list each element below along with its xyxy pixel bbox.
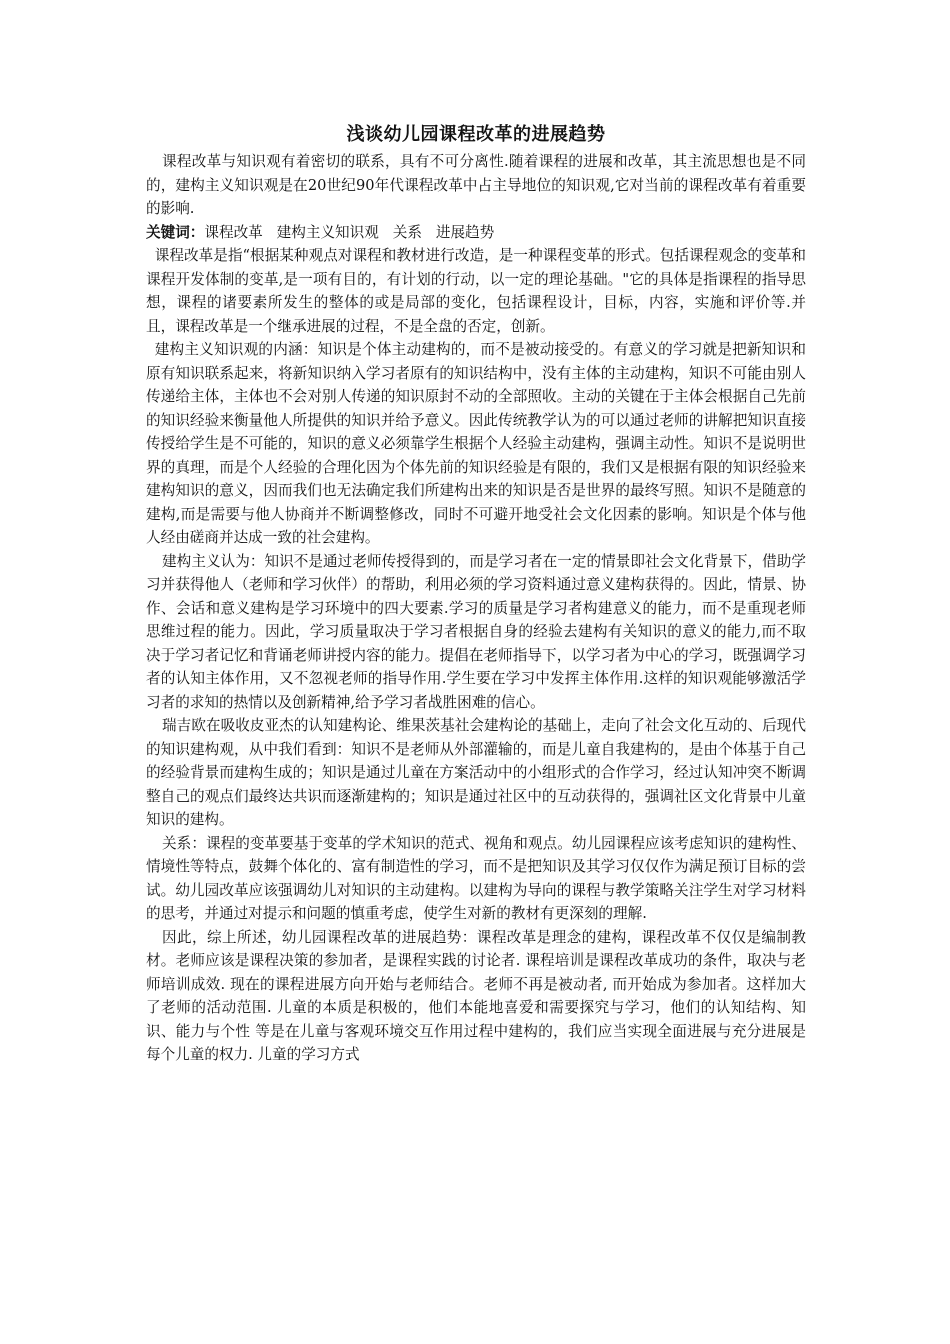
body-paragraph: 建构主义认为：知识不是通过老师传授得到的，而是学习者在一定的情景即社会文化背景下，借助学习并获得他人（老师和学习伙伴）的帮助，利用必须的学习资料通过意义建构获得的。因此，情景、协作、会话和意义建构是学习环境中的四大要素.学习的质量是学习者构建意义的能力，而不是重现老师思维过程的能力。因此，学习质量取决于学习者根据自身的经验去建构有关知识的意义的能力,而不取决于学习者记忆和背诵老师讲授内容的能力。提倡在老师指导下，以学习者为中心的学习，既强调学习者的认知主体作用，又不忽视老师的指导作用.学生要在学习中发挥主体作用.这样的知识观能够激活学习者的求知的热情以及创新精神,给予学习者战胜困难的信心。 xyxy=(146,552,806,711)
body-paragraph: 因此，综上所述，幼儿园课程改革的进展趋势：课程改革是理念的建构，课程改革不仅仅是编制教材。老师应该是课程决策的参加者，是课程实践的讨论者. 课程培训是课程改革成功的条件，取决与老师培训成效. 现在的课程进展方向开始与老师结合。老师不再是被动者, 而开始成为参加者。这样加大了老师的活动范围. 儿童的本质是积极的，他们本能地喜爱和需要探究与学习，他们的认知结构、知识、能力与个性 等是在儿童与客观环境交互作用过程中建构的，我们应当实现全面进展与充分进展是每个儿童的权力. 儿童的学习方式 xyxy=(146,928,806,1063)
body-paragraph: 关系：课程的变革要基于变革的学术知识的范式、视角和观点。幼儿园课程应该考虑知识的建构性、情境性等特点，鼓舞个体化的、富有制造性的学习，而不是把知识及其学习仅仅作为满足预订目标的尝试。幼儿园改革应该强调幼儿对知识的主动建构。以建构为导向的课程与教学策略关注学生对学习材料的思考，并通过对提示和问题的慎重考虑，使学生对新的教材有更深刻的理解. xyxy=(146,834,806,922)
body-paragraph: 瑞吉欧在吸收皮亚杰的认知建构论、维果茨基社会建构论的基础上，走向了社会文化互动的、后现代的知识建构观，从中我们看到：知识不是老师从外部灌输的，而是儿童自我建构的，是由个体基于自己的经验背景而建构生成的；知识是通过儿童在方案活动中的小组形式的合作学习，经过认知冲突不断调整自己的观点们最终达共识而逐渐建构的；知识是通过社区中的互动获得的，强调社区文化背景中儿童知识的建构。 xyxy=(146,717,806,828)
abstract-paragraph: 课程改革与知识观有着密切的联系，具有不可分离性.随着课程的进展和改革，其主流思想也是不同的，建构主义知识观是在20世纪90年代课程改革中占主导地位的知识观,它对当前的课程改革有着重要的影响. xyxy=(146,153,806,217)
keywords-line xyxy=(146,221,806,245)
document-body xyxy=(146,122,806,1067)
document-title: 浅谈幼儿园课程改革的进展趋势 xyxy=(346,124,606,145)
body-paragraph: 课程改革是指“根据某种观点对课程和教材进行改造，是一种课程变革的形式。包括课程观念的变革和课程开发体制的变革,是一项有目的，有计划的行动，以一定的理论基础。"它的具体是指课程的指导思想，课程的诸要素所发生的整体的或是局部的变化，包括课程设计，目标，内容，实施和评价等.并且，课程改革是一个继承进展的过程，不是全盘的否定，创新。 xyxy=(146,247,806,335)
body-paragraph: 建构主义知识观的内涵：知识是个体主动建构的，而不是被动接受的。有意义的学习就是把新知识和原有知识联系起来，将新知识纳入学习者原有的知识结构中，没有主体的主动建构，知识不可能由别人传递给主体，主体也不会对别人传递的知识原封不动的全部照收。主动的关键在于主体会根据自己先前的知识经验来衡量他人所提供的知识并给予意义。因此传统教学认为的可以通过老师的讲解把知识直接传授给学生是不可能的，知识的意义必须靠学生根据个人经验主动建构，强调主动性。知识不是说明世界的真理，而是个人经验的合理化因为个体先前的知识经验是有限的，我们又是根据有限的知识经验来建构知识的意义，因而我们也无法确定我们所建构出来的知识是否是世界的最终写照。知识不是随意的建构,而是需要与他人协商并不断调整修改，同时不可避开地受社会文化因素的影响。知识是个体与他人经由磋商并达成一致的社会建构。 xyxy=(146,341,806,546)
keywords-label: 关键词： xyxy=(146,223,205,241)
keywords-text: 课程改革 建构主义知识观 关系 进展趋势 xyxy=(204,223,495,241)
